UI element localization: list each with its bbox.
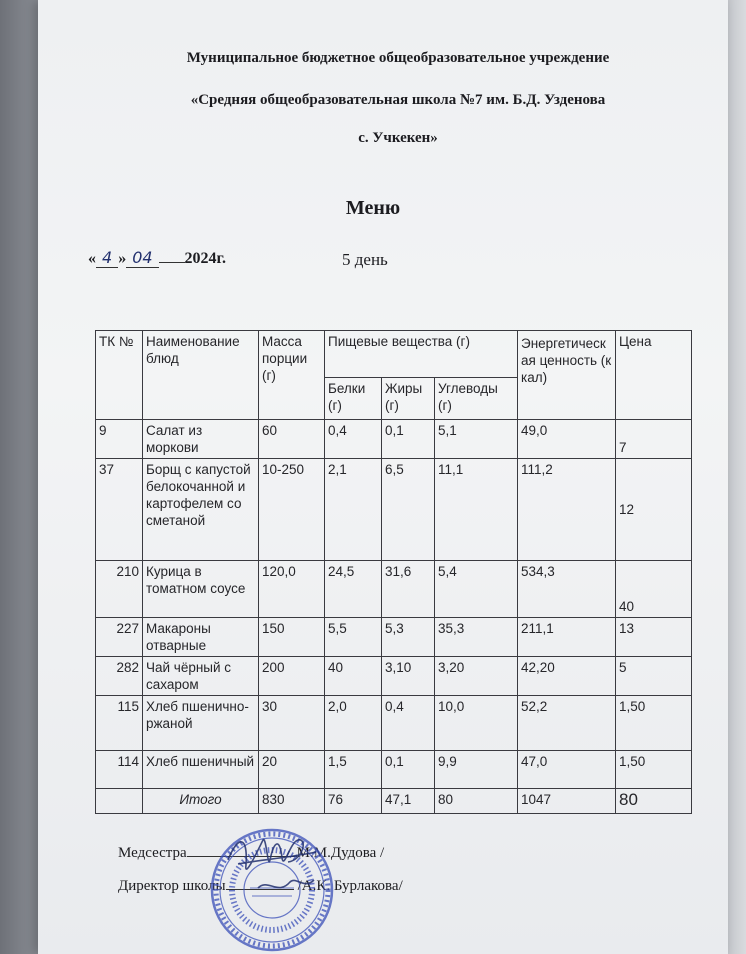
table-row [96, 618, 692, 657]
cell-price: 13 [616, 618, 692, 657]
cell-carbs: 5,4 [435, 561, 518, 618]
table-row [96, 696, 692, 751]
handwritten-signature [218, 830, 328, 905]
cell-tk-empty [96, 789, 143, 814]
table-row [96, 657, 692, 696]
cell-fat: 5,3 [382, 618, 435, 657]
header-mass: Масса порции (г) [259, 331, 325, 420]
header-price: Цена [616, 331, 692, 420]
cell-name: Хлеб пшеничный [143, 751, 259, 789]
cell-mass: 20 [259, 751, 325, 789]
cell-fat: 3,10 [382, 657, 435, 696]
table-row [96, 459, 692, 561]
cell-mass: 30 [259, 696, 325, 751]
cell-energy: 52,2 [518, 696, 616, 751]
cell-name: Макароны отварные [143, 618, 259, 657]
cell-mass: 120,0 [259, 561, 325, 618]
header-line-3: с. Учкекен» [358, 130, 438, 146]
total-fat: 47,1 [382, 789, 435, 814]
header-name: Наименование блюд [143, 331, 259, 420]
cell-mass: 10-250 [259, 459, 325, 561]
cell-protein: 40 [325, 657, 382, 696]
cell-fat: 0,1 [382, 751, 435, 789]
cell-carbs: 11,1 [435, 459, 518, 561]
table-row [96, 751, 692, 789]
cell-tk: 282 [96, 657, 143, 696]
date-day: 4 [96, 248, 118, 268]
total-carbs: 80 [435, 789, 518, 814]
nurse-label: Медсестра [118, 845, 187, 861]
cell-energy: 534,3 [518, 561, 616, 618]
header-tk: ТК № [96, 331, 143, 420]
cell-protein: 0,4 [325, 420, 382, 459]
cell-name: Салат из моркови [143, 420, 259, 459]
cell-price: 1,50 [616, 751, 692, 789]
cell-mass: 200 [259, 657, 325, 696]
header-energy-text: Энергетическая ценность (ккал) [521, 336, 612, 385]
cell-fat: 31,6 [382, 561, 435, 618]
table-row [96, 420, 692, 459]
cell-energy: 49,0 [518, 420, 616, 459]
cell-fat: 0,4 [382, 696, 435, 751]
date-month: 04 [126, 248, 158, 268]
date-year: 2024г. [184, 250, 227, 267]
day-label: 5 день [342, 250, 388, 269]
nurse-name: М.М.Дудова / [296, 845, 385, 861]
table-header-row [96, 331, 692, 378]
cell-carbs: 35,3 [435, 618, 518, 657]
cell-energy: 211,1 [518, 618, 616, 657]
cell-mass: 150 [259, 618, 325, 657]
cell-tk: 9 [96, 420, 143, 459]
cell-fat: 6,5 [382, 459, 435, 561]
cell-carbs: 9,9 [435, 751, 518, 789]
cell-price: 40 [616, 561, 692, 618]
header-fat: Жиры (г) [382, 378, 435, 420]
cell-price: 12 [616, 459, 692, 561]
cell-name: Хлеб пшенично-ржаной [143, 696, 259, 751]
menu-table [95, 330, 692, 814]
header-line-2: «Средняя общеобразовательная школа №7 им. Б.Д. Узденова [190, 92, 606, 108]
cell-name: Борщ с капустой белокочанной и картофелем со сметаной [143, 459, 259, 561]
total-mass: 830 [259, 789, 325, 814]
director-name: /А.К. Бурлакова/ [297, 878, 403, 894]
total-price: 80 [616, 789, 692, 814]
cell-protein: 2,0 [325, 696, 382, 751]
total-label: Итого [143, 789, 259, 814]
cell-protein: 5,5 [325, 618, 382, 657]
header-energy [518, 331, 616, 420]
cell-energy: 111,2 [518, 459, 616, 561]
cell-tk: 37 [96, 459, 143, 561]
cell-name: Чай чёрный с сахаром [143, 657, 259, 696]
date-line [88, 248, 226, 268]
header-protein: Белки (г) [325, 378, 382, 420]
cell-name: Курица в томатном соусе [143, 561, 259, 618]
cell-tk: 114 [96, 751, 143, 789]
cell-tk: 227 [96, 618, 143, 657]
date-open-quote: « [88, 250, 96, 267]
total-protein: 76 [325, 789, 382, 814]
cell-carbs: 5,1 [435, 420, 518, 459]
cell-fat: 0,1 [382, 420, 435, 459]
page-title: Меню [345, 197, 401, 219]
total-energy: 1047 [518, 789, 616, 814]
cell-mass: 60 [259, 420, 325, 459]
cell-carbs: 10,0 [435, 696, 518, 751]
cell-energy: 42,20 [518, 657, 616, 696]
cell-price: 5 [616, 657, 692, 696]
director-label: Директор школы [118, 878, 226, 894]
table-row [96, 561, 692, 618]
cell-tk: 210 [96, 561, 143, 618]
cell-protein: 2,1 [325, 459, 382, 561]
cell-price: 1,50 [616, 696, 692, 751]
header-nutrients: Пищевые вещества (г) [325, 331, 518, 378]
header-line-1: Муниципальное бюджетное общеобразовательное учреждение [186, 50, 610, 66]
date-blank-line [159, 248, 185, 263]
cell-protein: 1,5 [325, 751, 382, 789]
cell-protein: 24,5 [325, 561, 382, 618]
total-row [96, 789, 692, 814]
cell-price: 7 [616, 420, 692, 459]
date-close-quote: » [118, 250, 127, 267]
cell-carbs: 3,20 [435, 657, 518, 696]
cell-energy: 47,0 [518, 751, 616, 789]
header-carbs: Углеводы (г) [435, 378, 518, 420]
cell-tk: 115 [96, 696, 143, 751]
